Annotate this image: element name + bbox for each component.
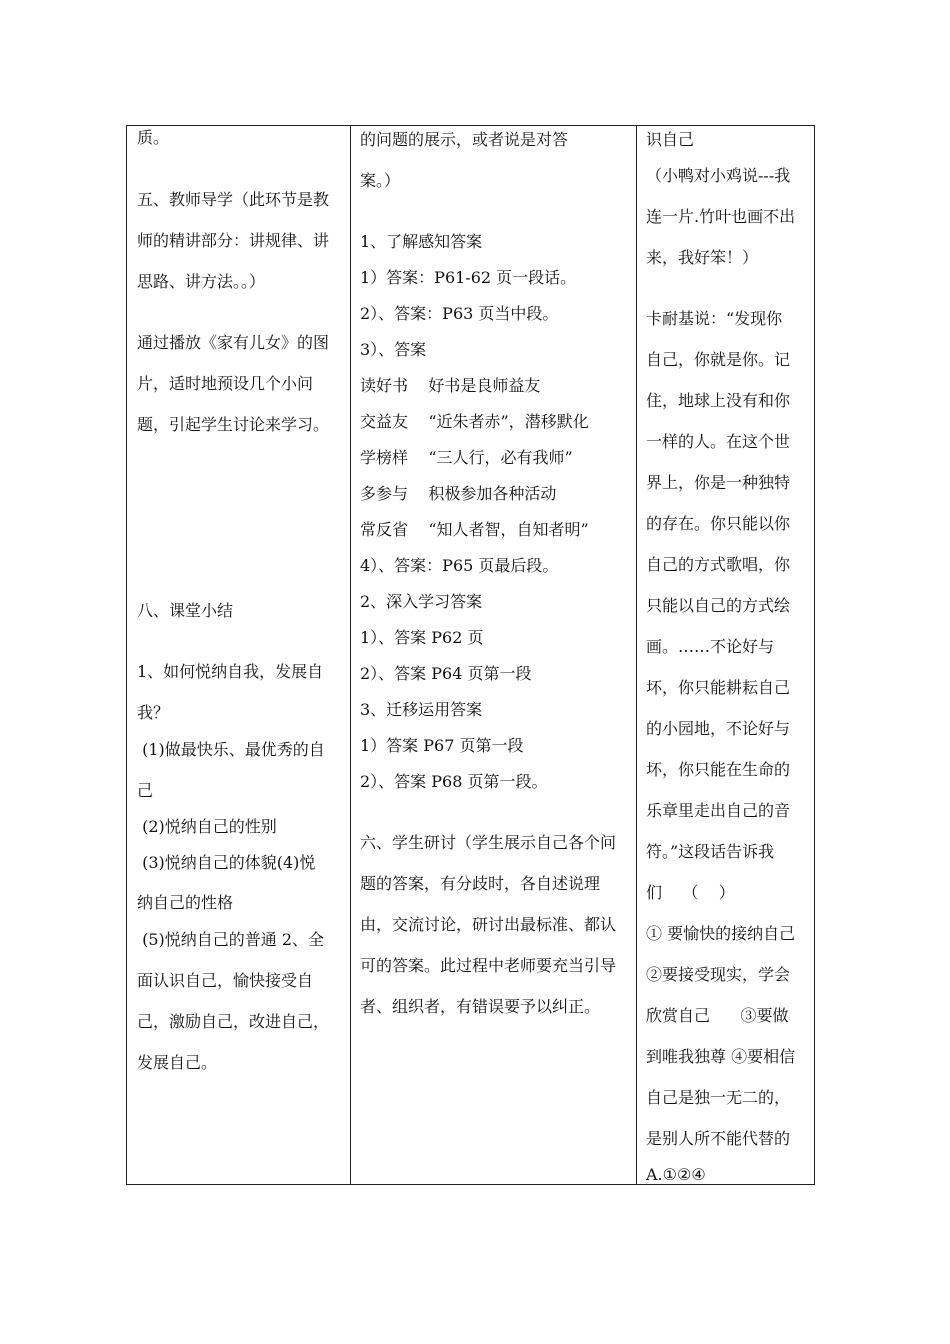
- text-line: 自己的方式歌唱，你: [646, 555, 791, 574]
- text-line: 一样的人。在这个世: [646, 432, 791, 451]
- text-line: 师的精讲部分：讲规律、讲: [137, 231, 330, 250]
- text-line: 己: [137, 781, 154, 800]
- text-line: 来，我好笨！）: [646, 248, 759, 267]
- text-line: 通过播放《家有儿女》的图: [137, 333, 330, 352]
- text-line: 符。”这段话告诉我: [646, 842, 775, 861]
- text-line: 3）、答案: [360, 340, 427, 359]
- text-line: 八、课堂小结: [137, 601, 234, 620]
- text-line: 读好书 好书是良师益友: [360, 376, 541, 395]
- text-line: 发展自己。: [137, 1053, 218, 1072]
- text-line: 2）、答案：P63 页当中段。: [360, 304, 559, 323]
- text-line: 坏，你只能耕耘自己: [646, 678, 791, 697]
- text-line: 五、教师导学（此环节是教: [137, 190, 330, 209]
- text-line: 是别人所不能代替的: [646, 1129, 791, 1148]
- text-line: 案。）: [360, 171, 401, 190]
- text-line: 纳自己的性格: [137, 893, 234, 912]
- text-line: 识自己: [646, 130, 695, 149]
- text-line: 思路、讲方法。。）: [137, 272, 266, 291]
- text-line: 1）答案 P67 页第一段: [360, 736, 524, 755]
- text-line: 欣赏自己 ③要做: [646, 1006, 789, 1025]
- text-line: 界上，你是一种独特: [646, 473, 791, 492]
- text-line: (1)做最快乐、最优秀的自: [137, 740, 325, 759]
- text-line: 的问题的展示，或者说是对答: [360, 130, 569, 149]
- text-line: 质。: [137, 128, 170, 147]
- text-line: 六、学生研讨（学生展示自己各个问: [360, 833, 617, 852]
- text-line: 2、深入学习答案: [360, 592, 483, 611]
- text-line: 4）、答案：P65 页最后段。: [360, 556, 559, 575]
- text-line: 者、组织者，有错误要予以纠正。: [360, 997, 601, 1016]
- column-divider: [350, 126, 351, 1184]
- text-line: 可的答案。此过程中老师要充当引导: [360, 956, 617, 975]
- lesson-table: [126, 125, 815, 1185]
- column-divider: [636, 126, 637, 1184]
- text-line: （小鸭对小鸡说---我: [646, 166, 791, 185]
- text-line: ① 要愉快的接纳自己: [646, 924, 796, 943]
- text-line: 自己是独一无二的，: [646, 1088, 791, 1107]
- text-line: 坏，你只能在生命的: [646, 760, 791, 779]
- text-line: 连一片.竹叶也画不出: [646, 207, 796, 226]
- text-line: 学榜样 “三人行，必有我师”: [360, 448, 573, 467]
- text-line: (2)悦纳自己的性别: [137, 817, 277, 836]
- text-line: 1）答案：P61-62 页一段话。: [360, 268, 577, 287]
- text-line: 多参与 积极参加各种活动: [360, 484, 557, 503]
- text-line: 的存在。你只能以你: [646, 514, 791, 533]
- text-line: 3、迁移运用答案: [360, 700, 483, 719]
- text-line: 题的答案，有分歧时，各自述说理: [360, 874, 601, 893]
- text-line: 到唯我独尊 ④要相信: [646, 1047, 796, 1066]
- text-line: 住，地球上没有和你: [646, 391, 791, 410]
- text-line: (5)悦纳自己的普通 2、全: [137, 930, 325, 949]
- text-line: 2）、答案 P68 页第一段。: [360, 772, 548, 791]
- text-line: ②要接受现实，学会: [646, 965, 791, 984]
- text-line: 只能以自己的方式绘: [646, 596, 791, 615]
- text-line: 由，交流讨论，研讨出最标准、都认: [360, 915, 617, 934]
- text-line: 自己，你就是你。记: [646, 350, 791, 369]
- text-line: 交益友 “近朱者赤”，潜移默化: [360, 412, 589, 431]
- text-line: 片，适时地预设几个小问: [137, 374, 314, 393]
- text-line: 2）、答案 P64 页第一段: [360, 664, 532, 683]
- text-line: A.①②④: [646, 1165, 706, 1184]
- text-line: 面认识自己，愉快接受自: [137, 971, 314, 990]
- text-line: 1、如何悦纳自我，发展自: [137, 662, 324, 681]
- text-line: 画。……不论好与: [646, 637, 775, 656]
- text-line: 的小园地，不论好与: [646, 719, 791, 738]
- text-line: 1、了解感知答案: [360, 232, 483, 251]
- text-line: 我？: [137, 703, 170, 722]
- text-line: 卡耐基说：“发现你: [646, 309, 783, 328]
- text-line: 题，引起学生讨论来学习。: [137, 415, 330, 434]
- text-line: 常反省 “知人者智，自知者明”: [360, 520, 589, 539]
- text-line: (3)悦纳自己的体貌(4)悦: [137, 853, 316, 872]
- text-line: 1）、答案 P62 页: [360, 628, 484, 647]
- text-line: 己，激励自己，改进自己，: [137, 1012, 330, 1031]
- text-line: 们 （ ）: [646, 883, 735, 902]
- text-line: 乐章里走出自己的音: [646, 801, 791, 820]
